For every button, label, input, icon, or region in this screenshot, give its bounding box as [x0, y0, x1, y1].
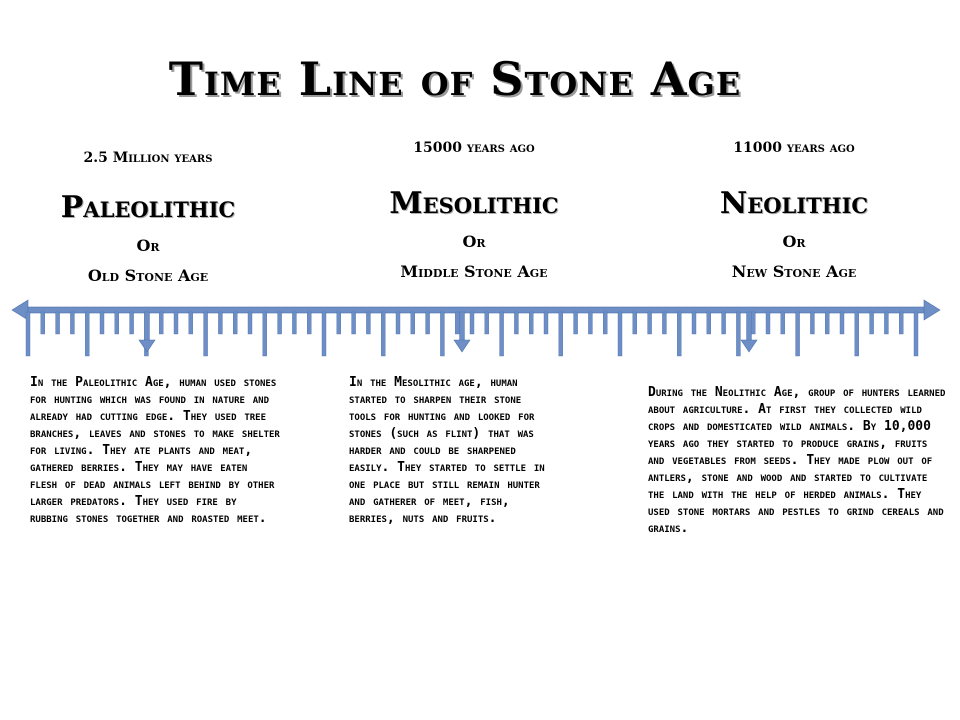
timeline-minor-tick	[648, 312, 652, 334]
description-paleolithic: In the Paleolithic Age, human used stones for hunting which was found in nature and already had cutting edge. They used tree branches, leaves and stones to make shelter for living. They ate plants and meat, gathered berries. They may have eaten flesh of dead animals left behind by other larger predators. They used fire by rubbing stones together and roasted meet.	[30, 375, 280, 526]
timeline-minor-tick	[588, 312, 592, 334]
timeline-minor-tick	[544, 312, 548, 334]
period-date: 11000 years ago	[733, 140, 855, 156]
timeline-minor-tick	[278, 312, 282, 334]
timeline-major-tick	[914, 312, 918, 356]
timeline-minor-tick	[840, 312, 844, 334]
period-name: Paleolithic	[60, 190, 236, 225]
timeline-minor-tick	[396, 312, 400, 334]
timeline-minor-tick	[470, 312, 474, 334]
description-mesolithic: In the Mesolithic age, human started to sharpen their stone tools for hunting and looked for stones (such as flint) that was harder and could be sharpened easily. They started to settle in one place but still remain hunter and gatherer of meet, fish, berries, nuts and fruits.	[349, 375, 545, 526]
timeline-arrowhead-left	[12, 300, 28, 320]
timeline-major-tick	[26, 312, 30, 356]
timeline-minor-tick	[426, 312, 430, 334]
timeline-major-tick	[618, 312, 622, 356]
period-date: 2.5 Million years	[83, 150, 213, 166]
timeline-minor-tick	[100, 312, 104, 334]
period-name: Mesolithic	[389, 186, 559, 221]
period-name: Neolithic	[719, 186, 869, 221]
timeline-minor-tick	[603, 312, 607, 334]
period-or-label: Or	[462, 232, 486, 251]
period-alt-name: Old Stone Age	[87, 266, 209, 285]
period-paleolithic	[0, 138, 308, 286]
period-marker-arrowhead	[741, 340, 757, 352]
timeline-minor-tick	[366, 312, 370, 334]
timeline-minor-tick	[411, 312, 415, 334]
period-or-label: Or	[782, 232, 806, 251]
timeline-minor-tick	[633, 312, 637, 334]
timeline-minor-tick	[307, 312, 311, 334]
timeline-major-tick	[736, 312, 740, 356]
period-neolithic	[634, 138, 954, 282]
timeline-major-tick	[677, 312, 681, 356]
timeline-minor-tick	[707, 312, 711, 334]
period-alt-name: New Stone Age	[731, 262, 857, 281]
timeline-minor-tick	[70, 312, 74, 334]
timeline-minor-tick	[722, 312, 726, 334]
timeline-minor-tick	[233, 312, 237, 334]
timeline-minor-tick	[115, 312, 119, 334]
timeline-major-tick	[322, 312, 326, 356]
timeline-minor-tick	[514, 312, 518, 334]
timeline-minor-tick	[189, 312, 193, 334]
timeline-minor-tick	[130, 312, 134, 334]
timeline-minor-tick	[751, 312, 755, 334]
period-marker-arrowhead	[454, 340, 470, 352]
timeline-major-tick	[440, 312, 444, 356]
timeline-minor-tick	[337, 312, 341, 334]
timeline-minor-tick	[899, 312, 903, 334]
timeline-major-tick	[204, 312, 208, 356]
timeline-major-tick	[263, 312, 267, 356]
period-date: 15000 years ago	[413, 140, 535, 156]
description-neolithic: During the Neolithic Age, group of hunters learned about agriculture. At first they collected wild crops and domesticated wild animals. By 10,000 years ago they started to produce grains, fruits and vegetables from seeds. They made plow out of antlers, stone and wood and started to cultivate the land with the help of herded animals. They used stone mortars and pestles to grind cereals and grains.	[648, 385, 946, 536]
timeline-minor-tick	[574, 312, 578, 334]
period-marker-stem	[460, 312, 465, 342]
timeline-minor-tick	[159, 312, 163, 334]
timeline-arrow	[0, 290, 960, 380]
timeline-major-tick	[85, 312, 89, 356]
timeline-minor-tick	[810, 312, 814, 334]
timeline-minor-tick	[485, 312, 489, 334]
period-or-label: Or	[136, 236, 160, 255]
period-marker-stem	[747, 312, 752, 342]
timeline-major-tick	[796, 312, 800, 356]
timeline-minor-tick	[218, 312, 222, 334]
period-mesolithic	[314, 138, 634, 282]
timeline-major-tick	[500, 312, 504, 356]
timeline-minor-tick	[352, 312, 356, 334]
timeline-minor-tick	[781, 312, 785, 334]
period-marker-stem	[145, 312, 150, 342]
timeline-minor-tick	[455, 312, 459, 334]
timeline-major-tick	[381, 312, 385, 356]
timeline-minor-tick	[662, 312, 666, 334]
timeline-minor-tick	[870, 312, 874, 334]
timeline-minor-tick	[692, 312, 696, 334]
timeline-minor-tick	[174, 312, 178, 334]
timeline-minor-tick	[529, 312, 533, 334]
period-alt-name: Middle Stone Age	[400, 262, 548, 281]
timeline-minor-tick	[766, 312, 770, 334]
timeline-minor-tick	[248, 312, 252, 334]
timeline-minor-tick	[884, 312, 888, 334]
period-marker-arrowhead	[139, 340, 155, 352]
timeline-major-tick	[559, 312, 563, 356]
page-title: Time Line of Stone Age	[168, 52, 742, 106]
timeline-axis	[22, 307, 930, 313]
timeline-minor-tick	[41, 312, 45, 334]
timeline-major-tick	[855, 312, 859, 356]
timeline-minor-tick	[56, 312, 60, 334]
timeline-minor-tick	[292, 312, 296, 334]
timeline-arrowhead-right	[924, 300, 940, 320]
timeline-minor-tick	[825, 312, 829, 334]
